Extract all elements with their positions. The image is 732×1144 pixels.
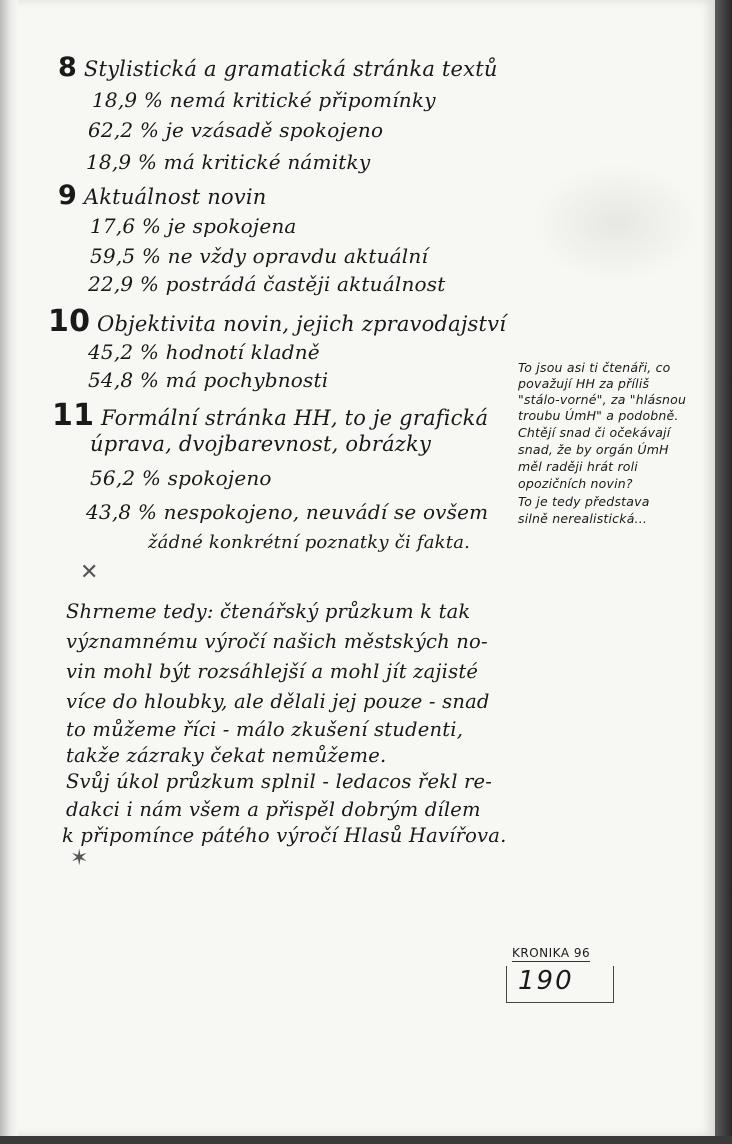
page-number: 190 (518, 966, 574, 996)
section-11-line-3: žádné konkrétní poznatky či fakta. (148, 532, 471, 553)
summary-line-6: takže zázraky čekat nemůžeme. (66, 744, 387, 767)
section-9-line-2: 59,5 % ne vždy opravdu aktuální (90, 244, 429, 268)
section-8-line-3: 18,9 % má kritické námitky (86, 150, 371, 174)
section-10-line-2: 54,8 % má pochybnosti (88, 368, 329, 392)
summary-line-2: významnému výročí našich městských no- (66, 630, 488, 653)
section-9-line-1: 17,6 % je spokojena (90, 214, 297, 238)
section-8-line-1: 18,9 % nemá kritické připomínky (92, 88, 436, 112)
section-10-heading (48, 304, 506, 339)
summary-line-5: to můžeme říci - málo zkušení studenti, (66, 718, 464, 741)
summary-line-9: k připomínce pátého výročí Hlasů Havířova. (62, 824, 507, 847)
section-8-heading (58, 52, 498, 83)
section-11-heading (52, 398, 488, 433)
side-note-line-4: troubu ÚmH" a podobně. (518, 408, 679, 423)
side-note-line-1: To jsou asi ti čtenáři, co (518, 360, 671, 375)
section-number: 10 (48, 304, 91, 339)
side-note-line-5: Chtějí snad či očekávají (518, 425, 671, 440)
side-note-line-3: "stálo-vorné", za "hlásnou (518, 392, 687, 407)
side-note-line-8: opozičních novin? (518, 476, 633, 491)
section-9-heading (58, 180, 267, 211)
section-number: 8 (58, 52, 77, 83)
section-10-line-1: 45,2 % hodnotí kladně (88, 340, 320, 364)
section-title: Objektivita novin, jejich zpravodajství (97, 312, 507, 336)
paper-smudge (532, 163, 702, 283)
summary-line-1: Shrneme tedy: čtenářský průzkum k tak (66, 600, 471, 623)
side-note-line-2: považují HH za příliš (518, 376, 650, 391)
section-number: 9 (58, 180, 77, 211)
kronika-label: KRONIKA 96 (512, 946, 591, 960)
summary-line-7: Svůj úkol průzkum splnil - ledacos řekl re- (66, 770, 493, 793)
side-note-line-9: To je tedy představa (518, 494, 650, 509)
side-note-line-10: silně nerealistická... (518, 511, 648, 526)
section-11-line-1: 56,2 % spokojeno (90, 466, 272, 490)
section-title: Aktuálnost novin (83, 185, 267, 209)
side-note-line-7: měl raději hrát roli (518, 459, 638, 474)
section-11-heading-cont: úprava, dvojbarevnost, obrázky (90, 432, 432, 456)
section-11-line-2: 43,8 % nespokojeno, neuvádí se ovšem (86, 500, 489, 524)
side-note-line-6: snad, že by orgán ÚmH (518, 442, 669, 457)
section-title: Formální stránka HH, to je grafická (101, 406, 489, 430)
section-title: Stylistická a gramatická stránka textů (83, 57, 498, 81)
star-mark: ✶ (70, 846, 89, 871)
scan-bottom-edge (0, 1136, 732, 1144)
summary-line-4: více do hloubky, ale dělali jej pouze - snad (66, 690, 490, 713)
section-8-line-2: 62,2 % je vzásadě spokojeno (88, 118, 384, 142)
book-spine-shadow (0, 0, 18, 1144)
summary-line-8: dakci i nám všem a přispěl dobrým dílem (66, 798, 481, 821)
cross-mark: ✕ (80, 560, 99, 585)
book-edge-shadow (715, 0, 732, 1144)
section-9-line-3: 22,9 % postrádá častěji aktuálnost (88, 272, 446, 296)
section-number: 11 (52, 398, 95, 433)
summary-line-3: vin mohl být rozsáhlejší a mohl jít zajisté (66, 660, 479, 683)
